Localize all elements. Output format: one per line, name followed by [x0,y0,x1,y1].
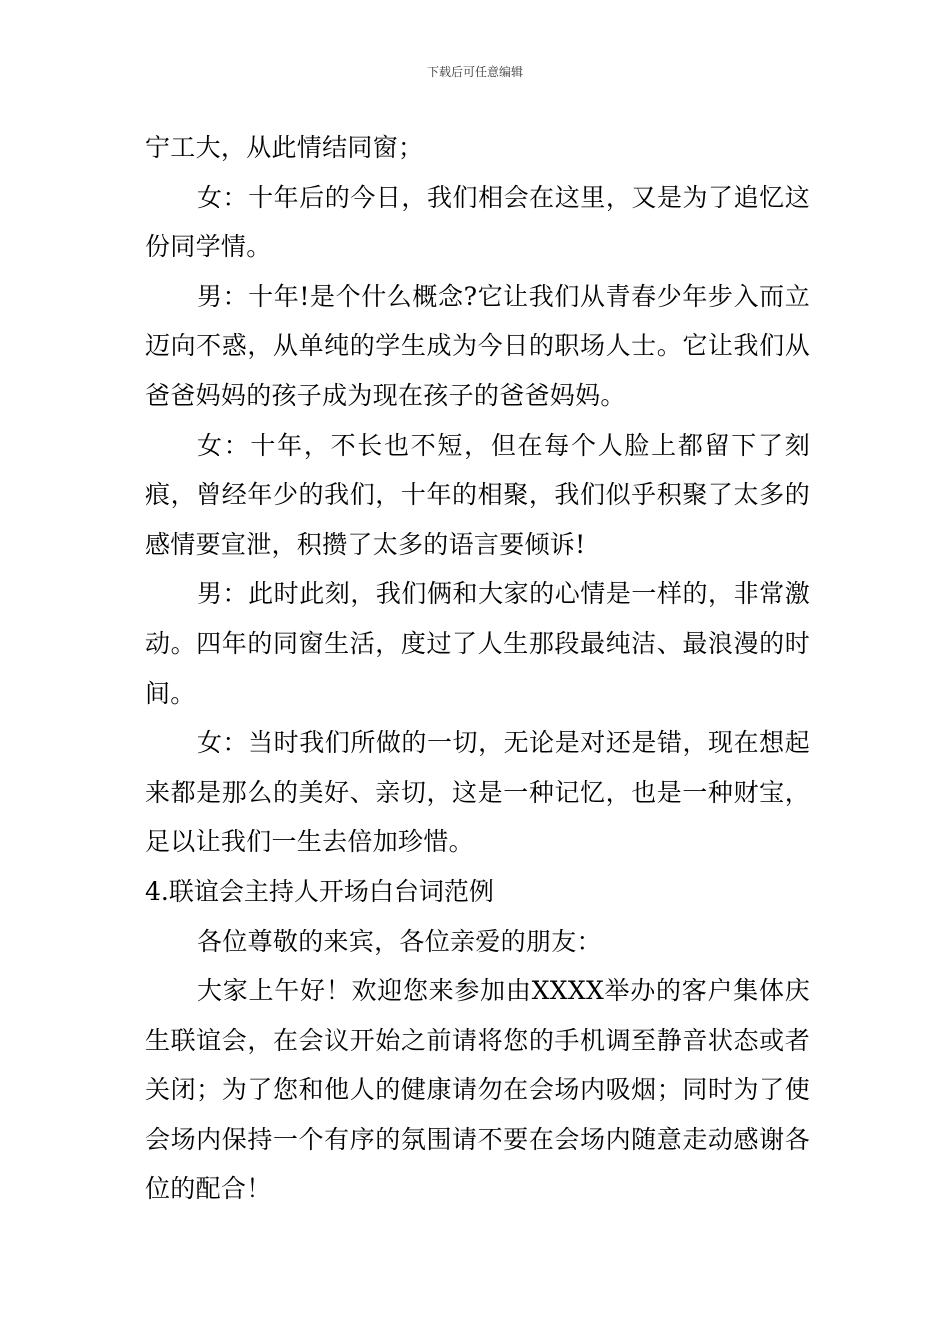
paragraph-female-3: 女：当时我们所做的一切，无论是对还是错，现在想起来都是那么的美好、亲切，这是一种记忆，也是一种财宝，足以让我们一生去倍加珍惜。 [145,728,810,857]
document-body [145,123,810,1214]
section-heading: 4.联谊会主持人开场白台词范例 [145,876,494,906]
page-header: 下载后可任意编辑 [426,65,523,79]
paragraph-female-2: 女：十年，不长也不短，但在每个人脸上都留下了刻痕，曾经年少的我们，十年的相聚，我们似乎积聚了太多的感情要宣泄，积攒了太多的语言要倾诉! [145,430,810,559]
paragraph-male-1: 男：十年!是个什么概念?它让我们从青春少年步入而立迈向不惑，从单纯的学生成为今日的职场人士。它让我们从爸爸妈妈的孩子成为现在孩子的爸爸妈妈。 [145,281,810,410]
paragraph-greeting: 各位尊敬的来宾，各位亲爱的朋友： [197,926,602,956]
paragraph-male-2: 男：此时此刻，我们俩和大家的心情是一样的，非常激动。四年的同窗生活，度过了人生那段最纯洁、最浪漫的时间。 [145,579,810,708]
paragraph-female-1: 女：十年后的今日，我们相会在这里，又是为了追忆这份同学情。 [145,182,810,262]
paragraph-welcome: 大家上午好！欢迎您来参加由XXXX举办的客户集体庆生联谊会，在会议开始之前请将您的手机调至静音状态或者关闭；为了您和他人的健康请勿在会场内吸烟；同时为了使会场内保持一个有序的氛围请不要在会场内随意走动感谢各位的配合！ [145,976,810,1204]
paragraph-continuation: 宁工大，从此情结同窗； [145,133,424,162]
